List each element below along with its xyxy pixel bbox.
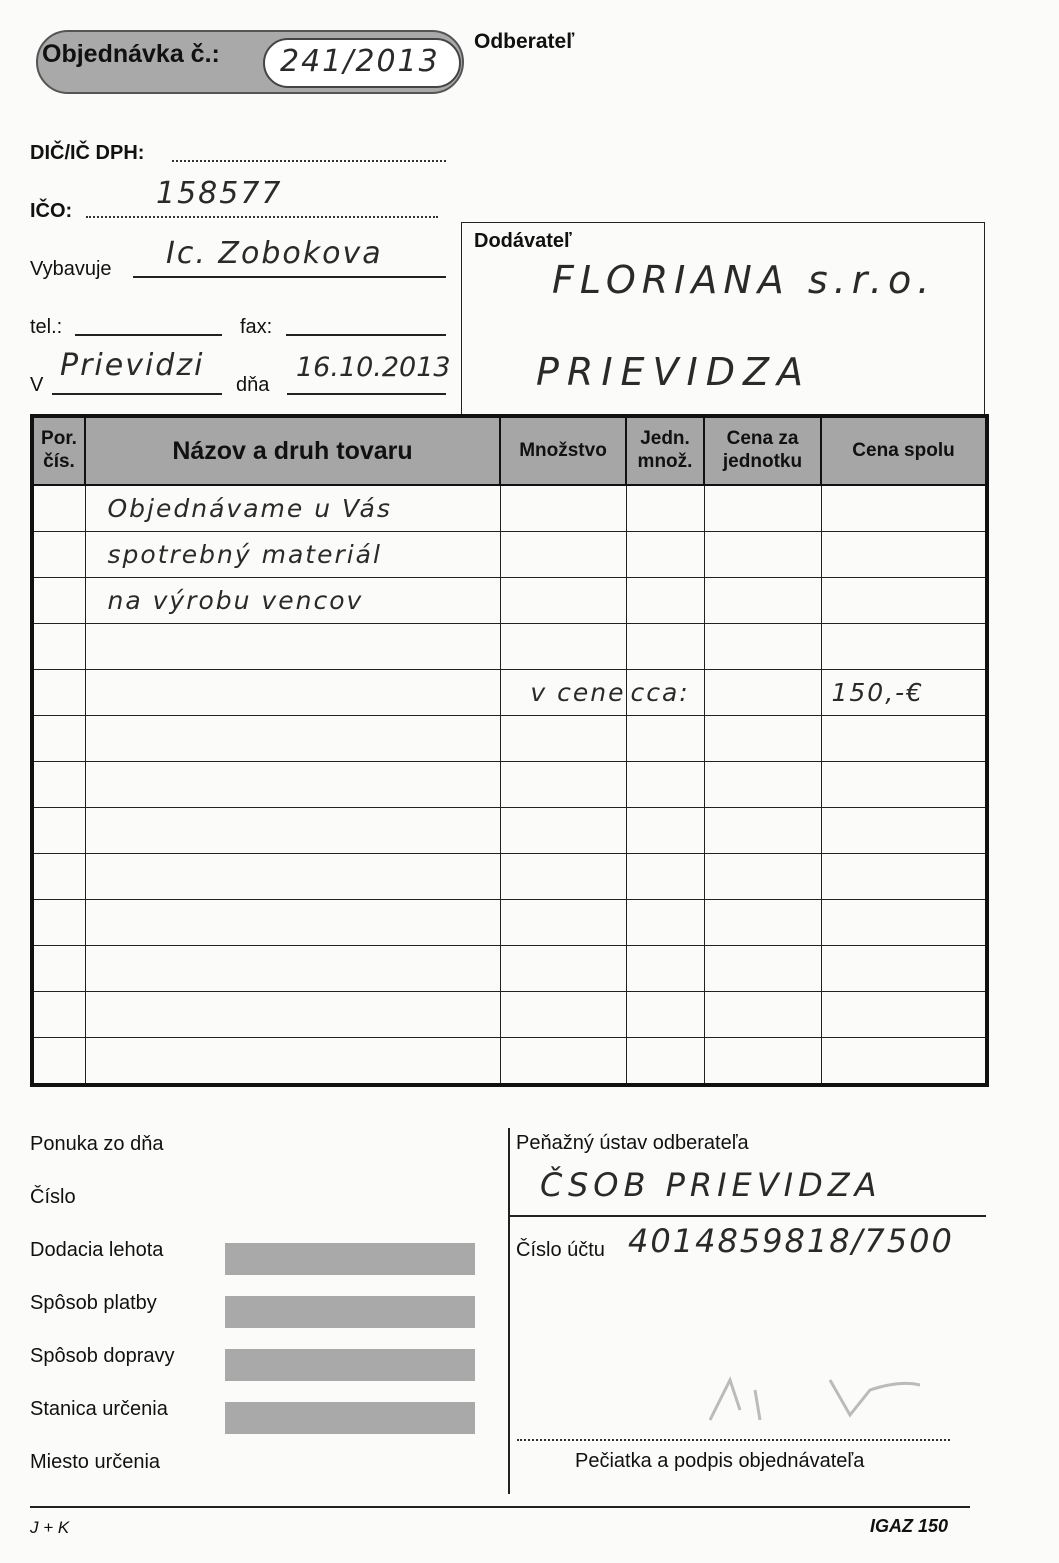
table-row [32, 624, 987, 670]
table-row [32, 716, 987, 762]
cell-quantity[interactable] [500, 716, 626, 762]
ico-label: IČO: [30, 200, 73, 222]
delivery-term-field[interactable] [225, 1243, 475, 1275]
page-bottom-rule [30, 1506, 970, 1508]
account-label: Číslo účtu [516, 1239, 605, 1261]
cell-total-price[interactable] [821, 992, 987, 1038]
cell-item-name[interactable] [85, 670, 500, 716]
table-row [32, 992, 987, 1038]
items-table [30, 414, 989, 1087]
cell-unit[interactable] [626, 485, 704, 532]
col-header-quantity: Množstvo [500, 416, 626, 485]
cell-unit-price[interactable] [704, 716, 821, 762]
ico-value: 158577 [156, 176, 283, 211]
table-row [32, 946, 987, 992]
cell-unit[interactable] [626, 900, 704, 946]
cell-number[interactable] [32, 578, 85, 624]
cell-number[interactable] [32, 854, 85, 900]
cell-unit[interactable] [626, 762, 704, 808]
cell-quantity[interactable] [500, 485, 626, 532]
cell-total-price[interactable]: 150,-€ [821, 670, 987, 716]
cell-quantity[interactable]: v cene [500, 670, 626, 716]
cell-unit[interactable] [626, 578, 704, 624]
table-row [32, 900, 987, 946]
cell-number[interactable] [32, 670, 85, 716]
cell-unit[interactable] [626, 716, 704, 762]
col-header-item-name: Názov a druh tovaru [85, 416, 500, 485]
ico-field[interactable] [86, 216, 438, 218]
col-header-total-price: Cena spolu [821, 416, 987, 485]
table-row [32, 854, 987, 900]
cell-total-price[interactable] [821, 900, 987, 946]
signature-line[interactable] [517, 1439, 950, 1441]
cell-quantity[interactable] [500, 624, 626, 670]
cell-quantity[interactable] [500, 532, 626, 578]
cell-number[interactable] [32, 624, 85, 670]
cell-item-name[interactable] [85, 1038, 500, 1086]
cell-item-name[interactable] [85, 992, 500, 1038]
cell-unit-price[interactable] [704, 946, 821, 992]
cell-total-price[interactable] [821, 624, 987, 670]
table-row [32, 1038, 987, 1086]
payment-method-label: Spôsob platby [30, 1292, 157, 1314]
cell-quantity[interactable] [500, 854, 626, 900]
footer-right-code: IGAZ 150 [870, 1516, 949, 1536]
buyer-heading: Odberateľ [474, 30, 575, 53]
bank-label: Peňažný ústav odberateľa [516, 1132, 749, 1154]
cell-unit-price[interactable] [704, 485, 821, 532]
destination-place-label: Miesto určenia [30, 1451, 161, 1473]
cell-unit-price[interactable] [704, 624, 821, 670]
cell-quantity[interactable] [500, 900, 626, 946]
cell-unit-price[interactable] [704, 854, 821, 900]
cell-number[interactable] [32, 808, 85, 854]
cell-unit-price[interactable] [704, 578, 821, 624]
cell-item-name[interactable]: Objednávame u Vás [85, 485, 500, 532]
dic-field[interactable] [172, 160, 446, 162]
signature-label: Pečiatka a podpis objednávateľa [575, 1450, 865, 1472]
cell-unit[interactable] [626, 992, 704, 1038]
table-row [32, 670, 987, 716]
col-header-number: Por. čís. [32, 416, 85, 485]
cell-quantity[interactable] [500, 762, 626, 808]
cell-total-price[interactable] [821, 946, 987, 992]
tel-label: tel.: [30, 316, 63, 338]
footer-divider [508, 1128, 510, 1494]
transport-method-label: Spôsob dopravy [30, 1345, 175, 1367]
cell-unit-price[interactable] [704, 762, 821, 808]
items-header-row [32, 416, 987, 485]
cell-total-price[interactable] [821, 1038, 987, 1086]
cell-number[interactable] [32, 992, 85, 1038]
table-row [32, 762, 987, 808]
cell-unit[interactable] [626, 946, 704, 992]
cell-quantity[interactable] [500, 946, 626, 992]
cell-unit-price[interactable] [704, 670, 821, 716]
cell-unit-price[interactable] [704, 808, 821, 854]
order-number-value: 241/2013 [280, 44, 440, 79]
table-row [32, 578, 987, 624]
cell-unit-price[interactable] [704, 1038, 821, 1086]
cell-quantity[interactable] [500, 1038, 626, 1086]
cell-item-name[interactable]: spotrebný materiál [85, 532, 500, 578]
cell-number[interactable] [32, 716, 85, 762]
bank-value: ČSOB PRIEVIDZA [540, 1166, 882, 1204]
fax-field[interactable] [286, 334, 446, 336]
place-field[interactable] [52, 393, 222, 395]
date-label: dňa [236, 374, 270, 396]
cell-item-name[interactable] [85, 900, 500, 946]
cell-item-name[interactable]: na výrobu vencov [85, 578, 500, 624]
cell-item-name[interactable] [85, 716, 500, 762]
cell-unit-price[interactable] [704, 900, 821, 946]
transport-method-field[interactable] [225, 1349, 475, 1381]
cell-unit[interactable] [626, 624, 704, 670]
payment-method-field[interactable] [225, 1296, 475, 1328]
place-label: V [30, 374, 44, 396]
date-value: 16.10.2013 [296, 352, 451, 383]
cell-number[interactable] [32, 900, 85, 946]
fax-label: fax: [240, 316, 273, 338]
cell-number[interactable] [32, 532, 85, 578]
cell-unit-price[interactable] [704, 532, 821, 578]
cell-unit-price[interactable] [704, 992, 821, 1038]
cell-number[interactable] [32, 485, 85, 532]
cell-total-price[interactable] [821, 485, 987, 532]
cell-total-price[interactable] [821, 532, 987, 578]
supplier-heading: Dodávateľ [474, 230, 572, 252]
supplier-name: FLORIANA s.r.o. [552, 258, 936, 302]
cell-quantity[interactable] [500, 808, 626, 854]
table-row [32, 485, 987, 532]
cell-quantity[interactable] [500, 578, 626, 624]
cell-unit[interactable] [626, 1038, 704, 1086]
cell-quantity[interactable] [500, 992, 626, 1038]
cell-total-price[interactable] [821, 854, 987, 900]
dic-label: DIČ/IČ DPH: [30, 142, 145, 164]
signature-scribble [700, 1370, 940, 1430]
delivery-term-label: Dodacia lehota [30, 1239, 164, 1261]
col-header-unit: Jedn. množ. [626, 416, 704, 485]
handled-by-label: Vybavuje [30, 258, 112, 280]
cell-item-name[interactable] [85, 624, 500, 670]
cell-item-name[interactable] [85, 762, 500, 808]
cell-total-price[interactable] [821, 716, 987, 762]
place-value: Prievidzi [60, 348, 205, 383]
cell-unit[interactable] [626, 532, 704, 578]
order-number-label: Objednávka č.: [42, 40, 220, 68]
account-value: 4014859818/7500 [628, 1222, 954, 1260]
supplier-city: PRIEVIDZA [536, 350, 812, 394]
table-row [32, 808, 987, 854]
handled-by-value: Ic. Zobokova [166, 236, 383, 271]
cell-number[interactable] [32, 1038, 85, 1086]
offer-date-label: Ponuka zo dňa [30, 1133, 164, 1155]
col-header-unit-price: Cena za jednotku [704, 416, 821, 485]
footer-left-code: J + K [30, 1518, 70, 1537]
tel-field[interactable] [75, 334, 222, 336]
cell-number[interactable] [32, 762, 85, 808]
cell-total-price[interactable] [821, 762, 987, 808]
bank-divider [508, 1215, 986, 1217]
destination-station-label: Stanica určenia [30, 1398, 168, 1420]
cell-unit[interactable]: cca: [626, 670, 704, 716]
cell-unit[interactable] [626, 854, 704, 900]
handled-by-field[interactable] [133, 276, 446, 278]
destination-station-field[interactable] [225, 1402, 475, 1434]
cell-unit[interactable] [626, 808, 704, 854]
cell-item-name[interactable] [85, 854, 500, 900]
cell-item-name[interactable] [85, 946, 500, 992]
offer-number-label: Číslo [30, 1186, 76, 1208]
cell-item-name[interactable] [85, 808, 500, 854]
table-row [32, 532, 987, 578]
cell-total-price[interactable] [821, 578, 987, 624]
cell-number[interactable] [32, 946, 85, 992]
cell-total-price[interactable] [821, 808, 987, 854]
date-field[interactable] [287, 393, 446, 395]
